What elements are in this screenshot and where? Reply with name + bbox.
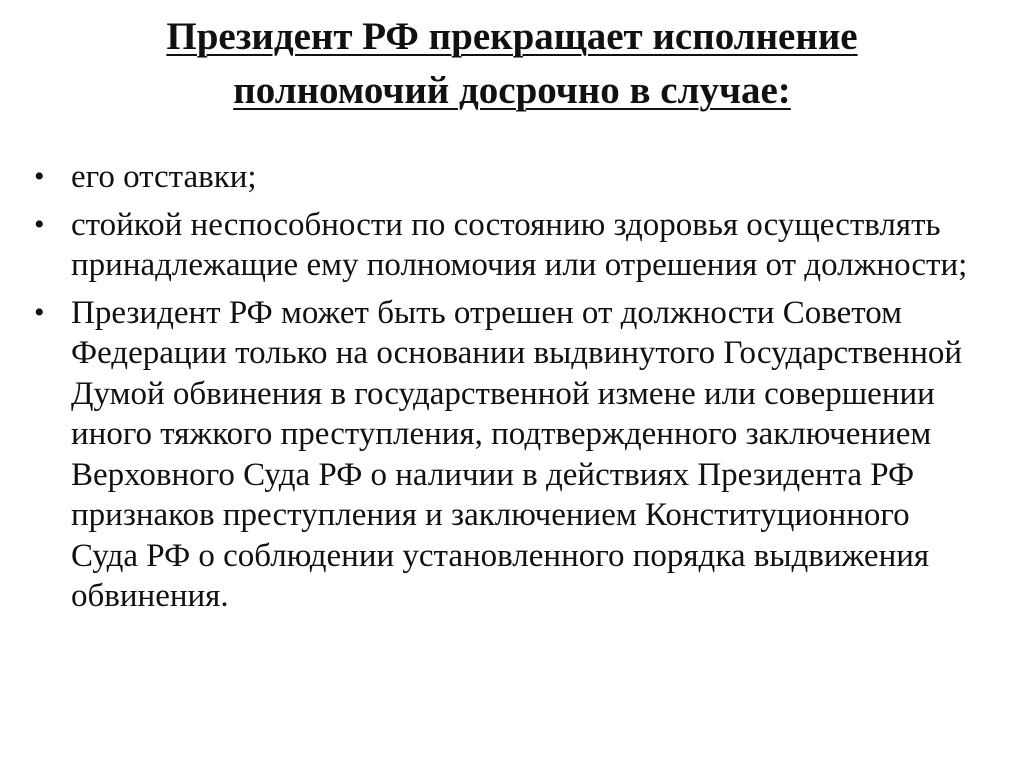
bullet-dot-icon: •: [34, 160, 45, 193]
bullet-text: его отставки;: [71, 159, 257, 195]
bullet-text: стойкой неспособности по состоянию здоровья осуществлять принадлежащие ему полномочия или отрешения от должности;: [71, 206, 968, 283]
bullet-dot-icon: •: [34, 207, 45, 241]
bullet-list: [0, 157, 1024, 624]
bullet-item-health: [0, 205, 1024, 286]
slide-title-line-1: Президент РФ прекращает исполнение: [166, 15, 858, 58]
bullet-item-impeachment: [0, 293, 1024, 617]
bullet-dot-icon: •: [34, 295, 45, 329]
bullet-text: Президент РФ может быть отрешен от должности Советом Федерации только на основании выдвинутого Государственной Думой обвинения в государственной измене или совершении иного тяжкого преступления, подтвержденного заключением Верховного Суда РФ о наличии в действиях Президента РФ признаков преступления и заключением Конституционного Суда РФ о соблюдении установленного порядка выдвижения обвинения.: [71, 294, 963, 614]
bullet-item-resignation: [0, 157, 1024, 198]
slide-title-line-2: полномочий досрочно в случае:: [233, 69, 791, 112]
slide-title: [60, 10, 964, 118]
